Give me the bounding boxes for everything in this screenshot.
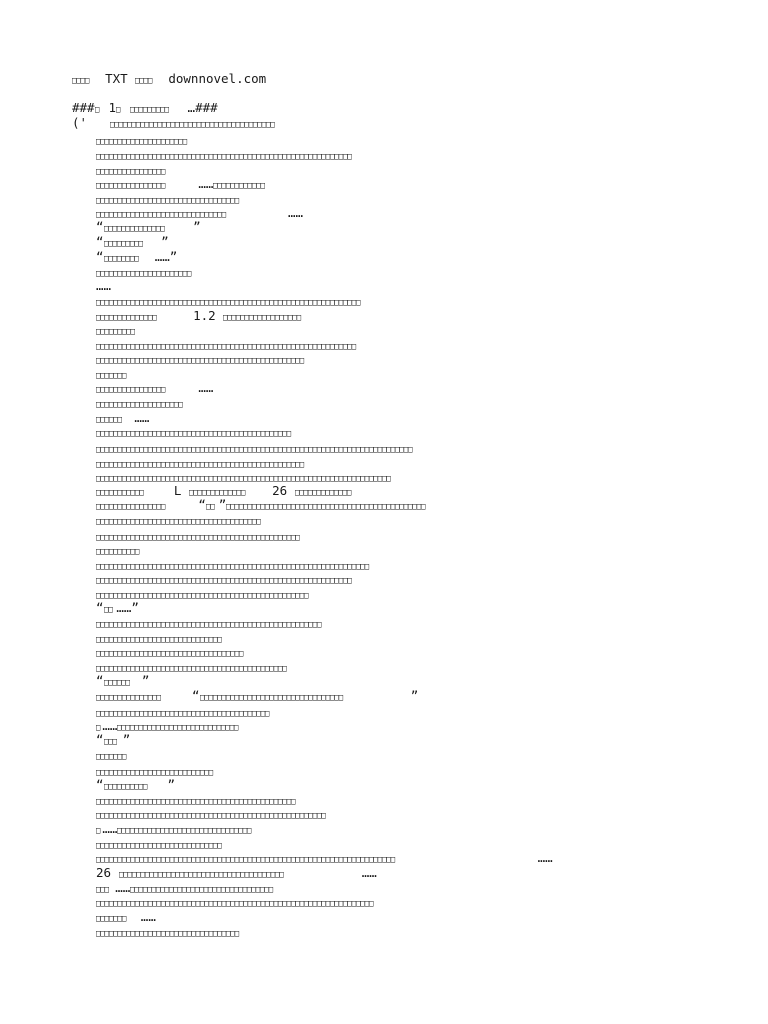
paragraph-line: □□□□□□□□□□□□□□□□□□□□□□□□□□□□□□□□□□□□□□□□□□□□□□□□ [96,460,305,470]
dialogue-line: “□□□□□□□□ ……” [96,249,178,264]
ellipsis-line: …… [96,278,112,293]
dialogue-line: “□□□□□□ ” [96,673,150,688]
paragraph-line: □□□□□□□□□□□□□□□□ [96,167,166,177]
dialogue-line: “□□□□□□□□□ ” [96,234,169,249]
paragraph-line: □□□□□□□□□□□□□□□□□□□□□□ [96,269,192,279]
paragraph-line: □□□□□□□□□□□□□□□□□□□□□□□□□□□□□□□□□ [96,929,240,939]
paragraph-line: □□□□□□□□□□□□□□□□□□□□□□□□□□□□□□□□□□□□□□□□□□□□□□□□□□□□□□□□□□□□□□□□□□□□□ …… [96,850,553,865]
document-header: □□□□ TXT □□□□ downnovel.com [72,71,267,86]
paragraph-line: □□□□□□□□□□ [96,547,140,557]
paragraph-line: □□□□□□□□□□□□□□□□□□□□□□□□□□□□□□□□□□□□□□□□□□□□□□□□□ [96,591,309,601]
paragraph-line: □□□□□□□□□□□□□□□□□□□□□□□□□□□□□□□□□□□□□□□□□□□□□□□□□□□□□□□□□□□□□□□□□□□□ [96,474,391,484]
dialogue-line: “□□□ ” [96,732,131,747]
paragraph-line: □□□□□□□ [96,752,127,762]
paragraph-line: □□□□□□□□□□□□□□□□□□□□□□□□□□□□□□□□□□□□□□□□□□□□□□□□□□□□□□□□□□□□□□□□□□□□□□□□□ [96,445,413,455]
dialogue-line: “□□ ……” [96,600,139,615]
paragraph-line: □□□□□□□□□ [96,327,136,337]
paragraph-line: □□□□□□□□□□□□□□□□□□□□□□□□□□□□□ [96,841,222,851]
paragraph-line: □□□□□□□□□□□□□□□□□□□□ [96,400,183,410]
paragraph-line: □□□□□□□ [96,371,127,381]
paragraph-line: □□□□□□□□□□□□□□□□□□□□□□□□□□□□□□□□□□□□□□□□□□□□□ [96,429,292,439]
paragraph-line: □□□□□□□□□□□□□□□□□□□□□□□□□□□□□□□□□□□□□□□□ [96,709,270,719]
paragraph-line: □□□□□□□□□□□□□□□□□□□□□□□□□□□□□□ …… [96,205,304,220]
paragraph-line: □□□□□□□□□□□□□□□□ …… [96,380,214,395]
paragraph-line: □□□□□□□□□□□□□□□□□□□□□□□□□□□□□□□□□□□□□□□□□□□□□□ [96,797,296,807]
paragraph-line: □□□□□□□□□□□ L □□□□□□□□□□□□□ 26 □□□□□□□□□□□□□ [96,483,352,498]
paragraph-line: □□□□□□□□□□□□□□□□□□□□□□□□□□□ [96,768,214,778]
paragraph-line: □□□□□□□□□□□□□□□□□□□□□ [96,137,188,147]
paragraph-line: □□□□□□□□□□□□□□□□□□□□□□□□□□□□□□□□□□□□□□□□□□□□ [96,664,287,674]
paragraph-line: □□□□□□□□□□□□□□□□□□□□□□□□□□□□□□□□□□□□□□□□□□□□□□□□□□□□□□□□□□□□ [96,342,357,352]
paragraph-line: □□□□□□□ …… [96,909,156,924]
paragraph-line: (' □□□□□□□□□□□□□□□□□□□□□□□□□□□□□□□□□□□□□□ [72,115,275,130]
paragraph-line: □□□□□□□□□□□□□□□□□□□□□□□□□□□□□□□□□□□□□□□□□□□□□□□ [96,533,300,543]
paragraph-line: □□□□□□□□□□□□□□□□□□□□□□□□□□□□□□□□□□□□□□□□□□□□□□□□ [96,356,305,366]
paragraph-line: □□□□□□□□□□□□□□□□□□□□□□□□□□□□□ [96,635,222,645]
dialogue-line: “□□□□□□□□□□ ” [96,777,176,792]
paragraph-line: □□□□□□□□□□□□□□□□□□□□□□□□□□□□□□□□□□ [96,649,244,659]
paragraph-line: □□□□□□□□□□□□□□□□ “□□ ”□□□□□□□□□□□□□□□□□□□□□□□□□□□□□□□□□□□□□□□□□□□□□□ [96,497,426,512]
paragraph-line: 26 □□□□□□□□□□□□□□□□□□□□□□□□□□□□□□□□□□□□□□ …… [96,865,377,880]
paragraph-line: □□□□□□□□□□□□□□□□□□□□□□□□□□□□□□□□□□□□□□□□□□□□□□□□□□□□□□□□□□□□□ [96,298,361,308]
paragraph-line: □□□□□□□□□□□□□□□□□□□□□□□□□□□□□□□□□ [96,196,240,206]
paragraph-line: □ ……□□□□□□□□□□□□□□□□□□□□□□□□□□□□□□□ [96,821,252,836]
paragraph-line: □□□□□□□□□□□□□□□□ ……□□□□□□□□□□□□ [96,176,266,191]
paragraph-line: □□□□□□□□□□□□□□□□□□□□□□□□□□□□□□□□□□□□□□ [96,517,261,527]
paragraph-line: □□□□□□□□□□□□□□□□□□□□□□□□□□□□□□□□□□□□□□□□□□□□□□□□□□□□□□□□□□□ [96,576,352,586]
paragraph-line: □□□□□□ …… [96,410,150,425]
paragraph-line: □□□□□□□□□□□□□□□□□□□□□□□□□□□□□□□□□□□□□□□□□□□□□□□□□□□□□ [96,811,326,821]
chapter-heading: ###□ 1□ □□□□□□□□□ …### [72,100,218,115]
paragraph-line: □□□□□□□□□□□□□□□□□□□□□□□□□□□□□□□□□□□□□□□□□□□□□□□□□□□□□□□□□□□□□□□ [96,562,370,572]
paragraph-line: □□□□□□□□□□□□□□□□□□□□□□□□□□□□□□□□□□□□□□□□□□□□□□□□□□□□ [96,620,322,630]
paragraph-line: □□□□□□□□□□□□□□□□□□□□□□□□□□□□□□□□□□□□□□□□□□□□□□□□□□□□□□□□□□□□□□□□ [96,899,374,909]
paragraph-line: □□□ ……□□□□□□□□□□□□□□□□□□□□□□□□□□□□□□□□□ [96,880,274,895]
paragraph-line: □□□□□□□□□□□□□□□ “□□□□□□□□□□□□□□□□□□□□□□□□□□□□□□□□□ ” [96,688,419,703]
paragraph-line: □□□□□□□□□□□□□□ 1.2 □□□□□□□□□□□□□□□□□□ [96,308,302,323]
dialogue-line: “□□□□□□□□□□□□□□ ” [96,219,201,234]
paragraph-line: □ ……□□□□□□□□□□□□□□□□□□□□□□□□□□□□ [96,718,239,733]
paragraph-line: □□□□□□□□□□□□□□□□□□□□□□□□□□□□□□□□□□□□□□□□□□□□□□□□□□□□□□□□□□□ [96,152,352,162]
